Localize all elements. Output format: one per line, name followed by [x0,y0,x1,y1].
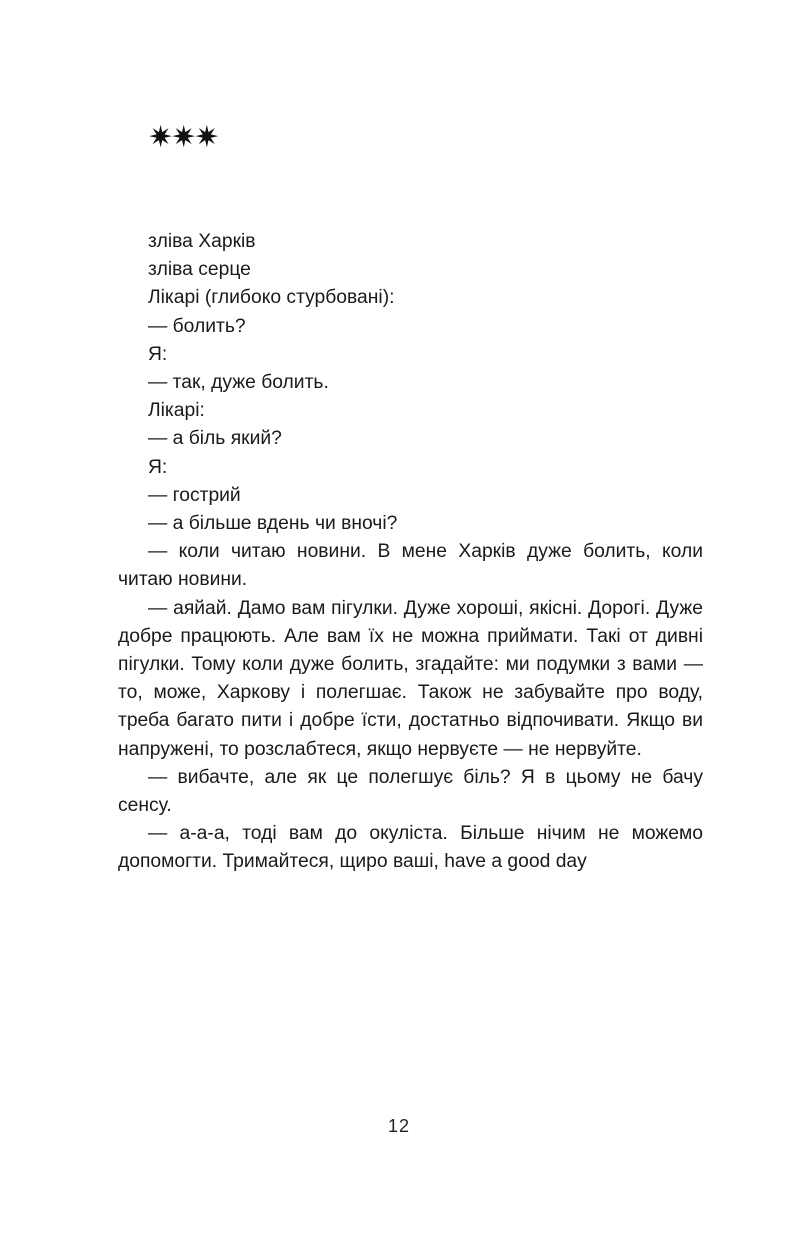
text-line: зліва Харків [148,231,256,252]
text-line: — а біль який? [148,428,282,450]
text-paragraph: — аяйай. Дамо вам пігулки. Дуже хороші, якісні. Дорогі. Дуже добре працюють. Але вам їх не можна приймати. Такі от дивні пігулки. Тому коли дуже болить, згадайте: ми подумки з вами — то, може, Харкову і полегшає. Також не забувайте про воду, треба багато пити і добре їсти, достатньо відпочивати. Якщо ви напружені, то розслабтеся, якщо нервуєте — не нервуйте. [118,597,703,760]
page-number: 12 [387,1116,411,1136]
text-paragraph: — вибачте, але як це полегшує біль? Я в цьому не бачу сенсу. [118,766,703,817]
poem-text [118,228,703,877]
text-paragraph: — а-а-а, тоді вам до окуліста. Більше нічим не можемо допомогти. Тримайтеся, щиро ваші, have a good day [118,823,703,873]
text-line: — гострий [148,484,241,506]
text-paragraph: — коли читаю новини. В мене Харків дуже болить, коли читаю новини. [118,541,703,591]
text-line: Лікарі (глибоко стурбовані): [148,287,395,309]
text-line: — болить? [148,315,246,337]
text-line: Лікарі: [148,400,205,422]
text-line: — а більше вдень чи вночі? [148,513,398,535]
text-line: — так, дуже болить. [148,372,329,394]
text-line: Я: [148,343,168,365]
text-line: зліва серце [148,259,251,281]
text-line: Я: [148,456,168,478]
section-break-ornament: ✷✷✷ [148,120,218,155]
